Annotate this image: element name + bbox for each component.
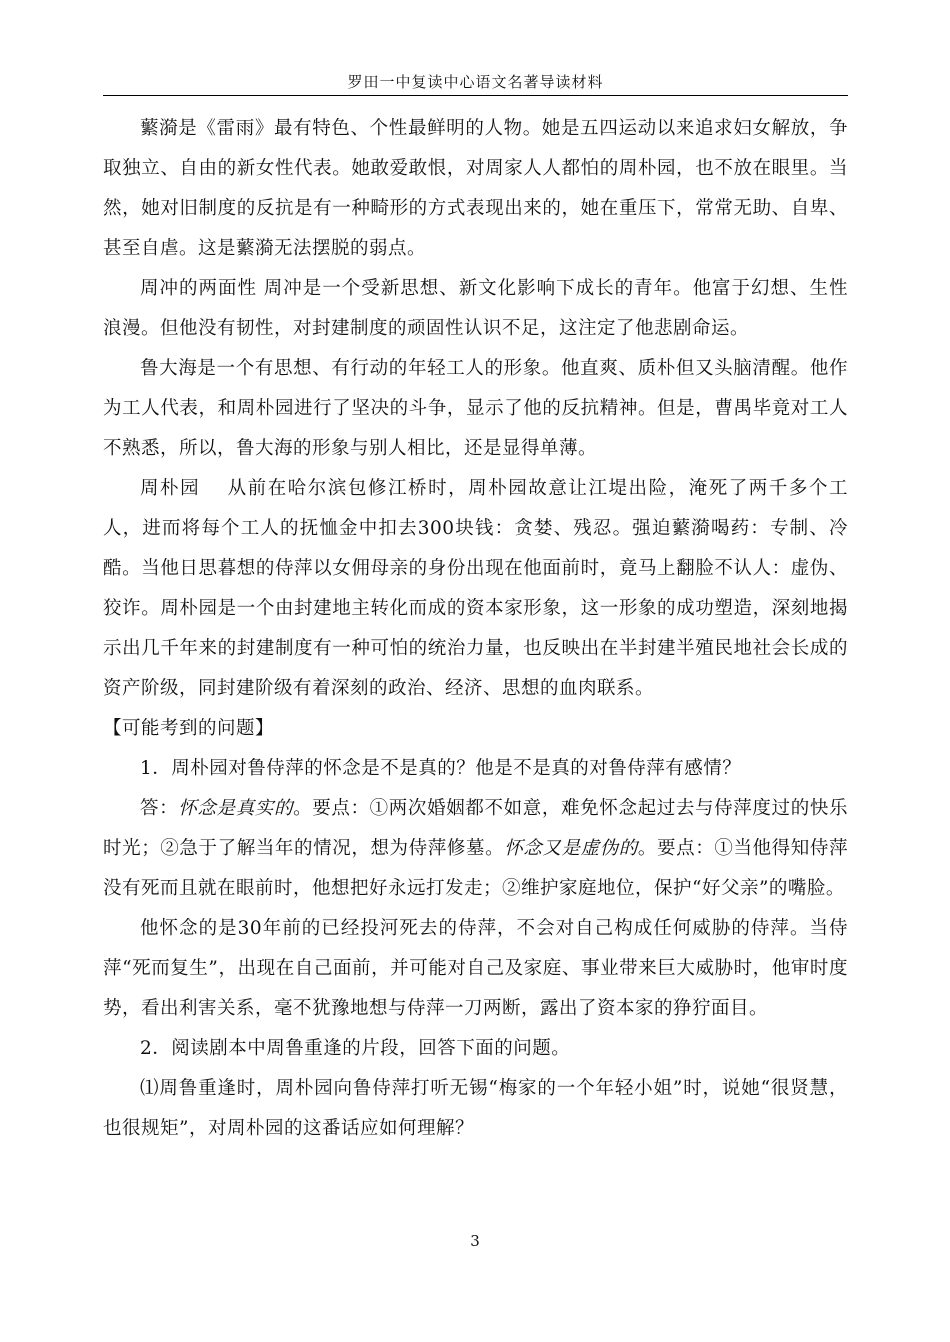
answer-1-part-1: 答： <box>140 798 179 819</box>
question-1: 1．周朴园对鲁侍萍的怀念是不是真的？他是不是真的对鲁侍萍有感情？ <box>140 758 742 779</box>
answer-1 <box>103 789 848 909</box>
paragraph-zhoupuyuan: 周朴园 从前在哈尔滨包修江桥时，周朴园故意让江堤出险，淹死了两千多个工人，进而将每个工人的抚恤金中扣去300块钱：贪婪、残忍。强迫蘩漪喝药：专制、冷酷。当他日思暮想的侍萍以女佣母亲的身份出现在他面前时，竟马上翻脸不认人：虚伪、狡诈。周朴园是一个由封建地主转化而成的资本家形象，这一形象的成功塑造，深刻地揭示出几千年来的封建制度有一种可怕的统治力量，也反映出在半封建半殖民地社会长成的资产阶级，同封建阶级有着深刻的政治、经济、思想的血肉联系。 <box>103 478 848 699</box>
header-rule <box>103 95 848 96</box>
section-heading: 【可能考到的问题】 <box>103 718 275 739</box>
paragraph-zhouchong: 周冲的两面性 周冲是一个受新思想、新文化影响下成长的青年。他富于幻想、生性浪漫。但他没有韧性，对封建制度的顽固性认识不足，这注定了他悲剧命运。 <box>103 278 848 339</box>
question-2-1: ⑴周鲁重逢时，周朴园向鲁侍萍打听无锡“梅家的一个年轻小姐”时，说她“很贤慧，也很规矩”，对周朴园的这番话应如何理解？ <box>103 1078 848 1139</box>
page-number: 3 <box>470 1232 480 1250</box>
paragraph-ludahai: 鲁大海是一个有思想、有行动的年轻工人的形象。他直爽、质朴但又头脑清醒。他作为工人代表，和周朴园进行了坚决的斗争，显示了他的反抗精神。但是，曹禺毕竟对工人不熟悉，所以，鲁大海的形象与别人相比，还是显得单薄。 <box>103 358 848 459</box>
answer-1-part-3: 。要点：①当他得知侍萍没有死而且就在眼前时，他想把好永远打发走；②维护家庭地位，保护“好父亲”的嘴脸。 <box>103 838 848 899</box>
question-2: 2．阅读剧本中周鲁重逢的片段，回答下面的问题。 <box>140 1038 571 1059</box>
page-header: 罗田一中复读中心语文名著导读材料 <box>347 73 604 91</box>
document-body <box>103 109 848 1149</box>
answer-1-part-2: 。要点：①两次婚姻都不如意，难免怀念起过去与侍萍度过的快乐时光；②急于了解当年的情况，想为侍萍修墓。 <box>103 798 848 859</box>
answer-1-emphasis-2: 怀念又是虚伪的 <box>504 838 638 859</box>
answer-1-emphasis-1: 怀念是真实的 <box>178 798 294 819</box>
answer-1-continued: 他怀念的是30年前的已经投河死去的侍萍，不会对自己构成任何威胁的侍萍。当侍萍“死而复生”，出现在自己面前，并可能对自己及家庭、事业带来巨大威胁时，他审时度势，看出利害关系，毫不犹豫地想与侍萍一刀两断，露出了资本家的狰狞面目。 <box>103 918 848 1019</box>
paragraph-fanyi: 蘩漪是《雷雨》最有特色、个性最鲜明的人物。她是五四运动以来追求妇女解放，争取独立、自由的新女性代表。她敢爱敢恨，对周家人人都怕的周朴园，也不放在眼里。当然，她对旧制度的反抗是有一种畸形的方式表现出来的，她在重压下，常常无助、自卑、甚至自虐。这是蘩漪无法摆脱的弱点。 <box>103 118 848 259</box>
